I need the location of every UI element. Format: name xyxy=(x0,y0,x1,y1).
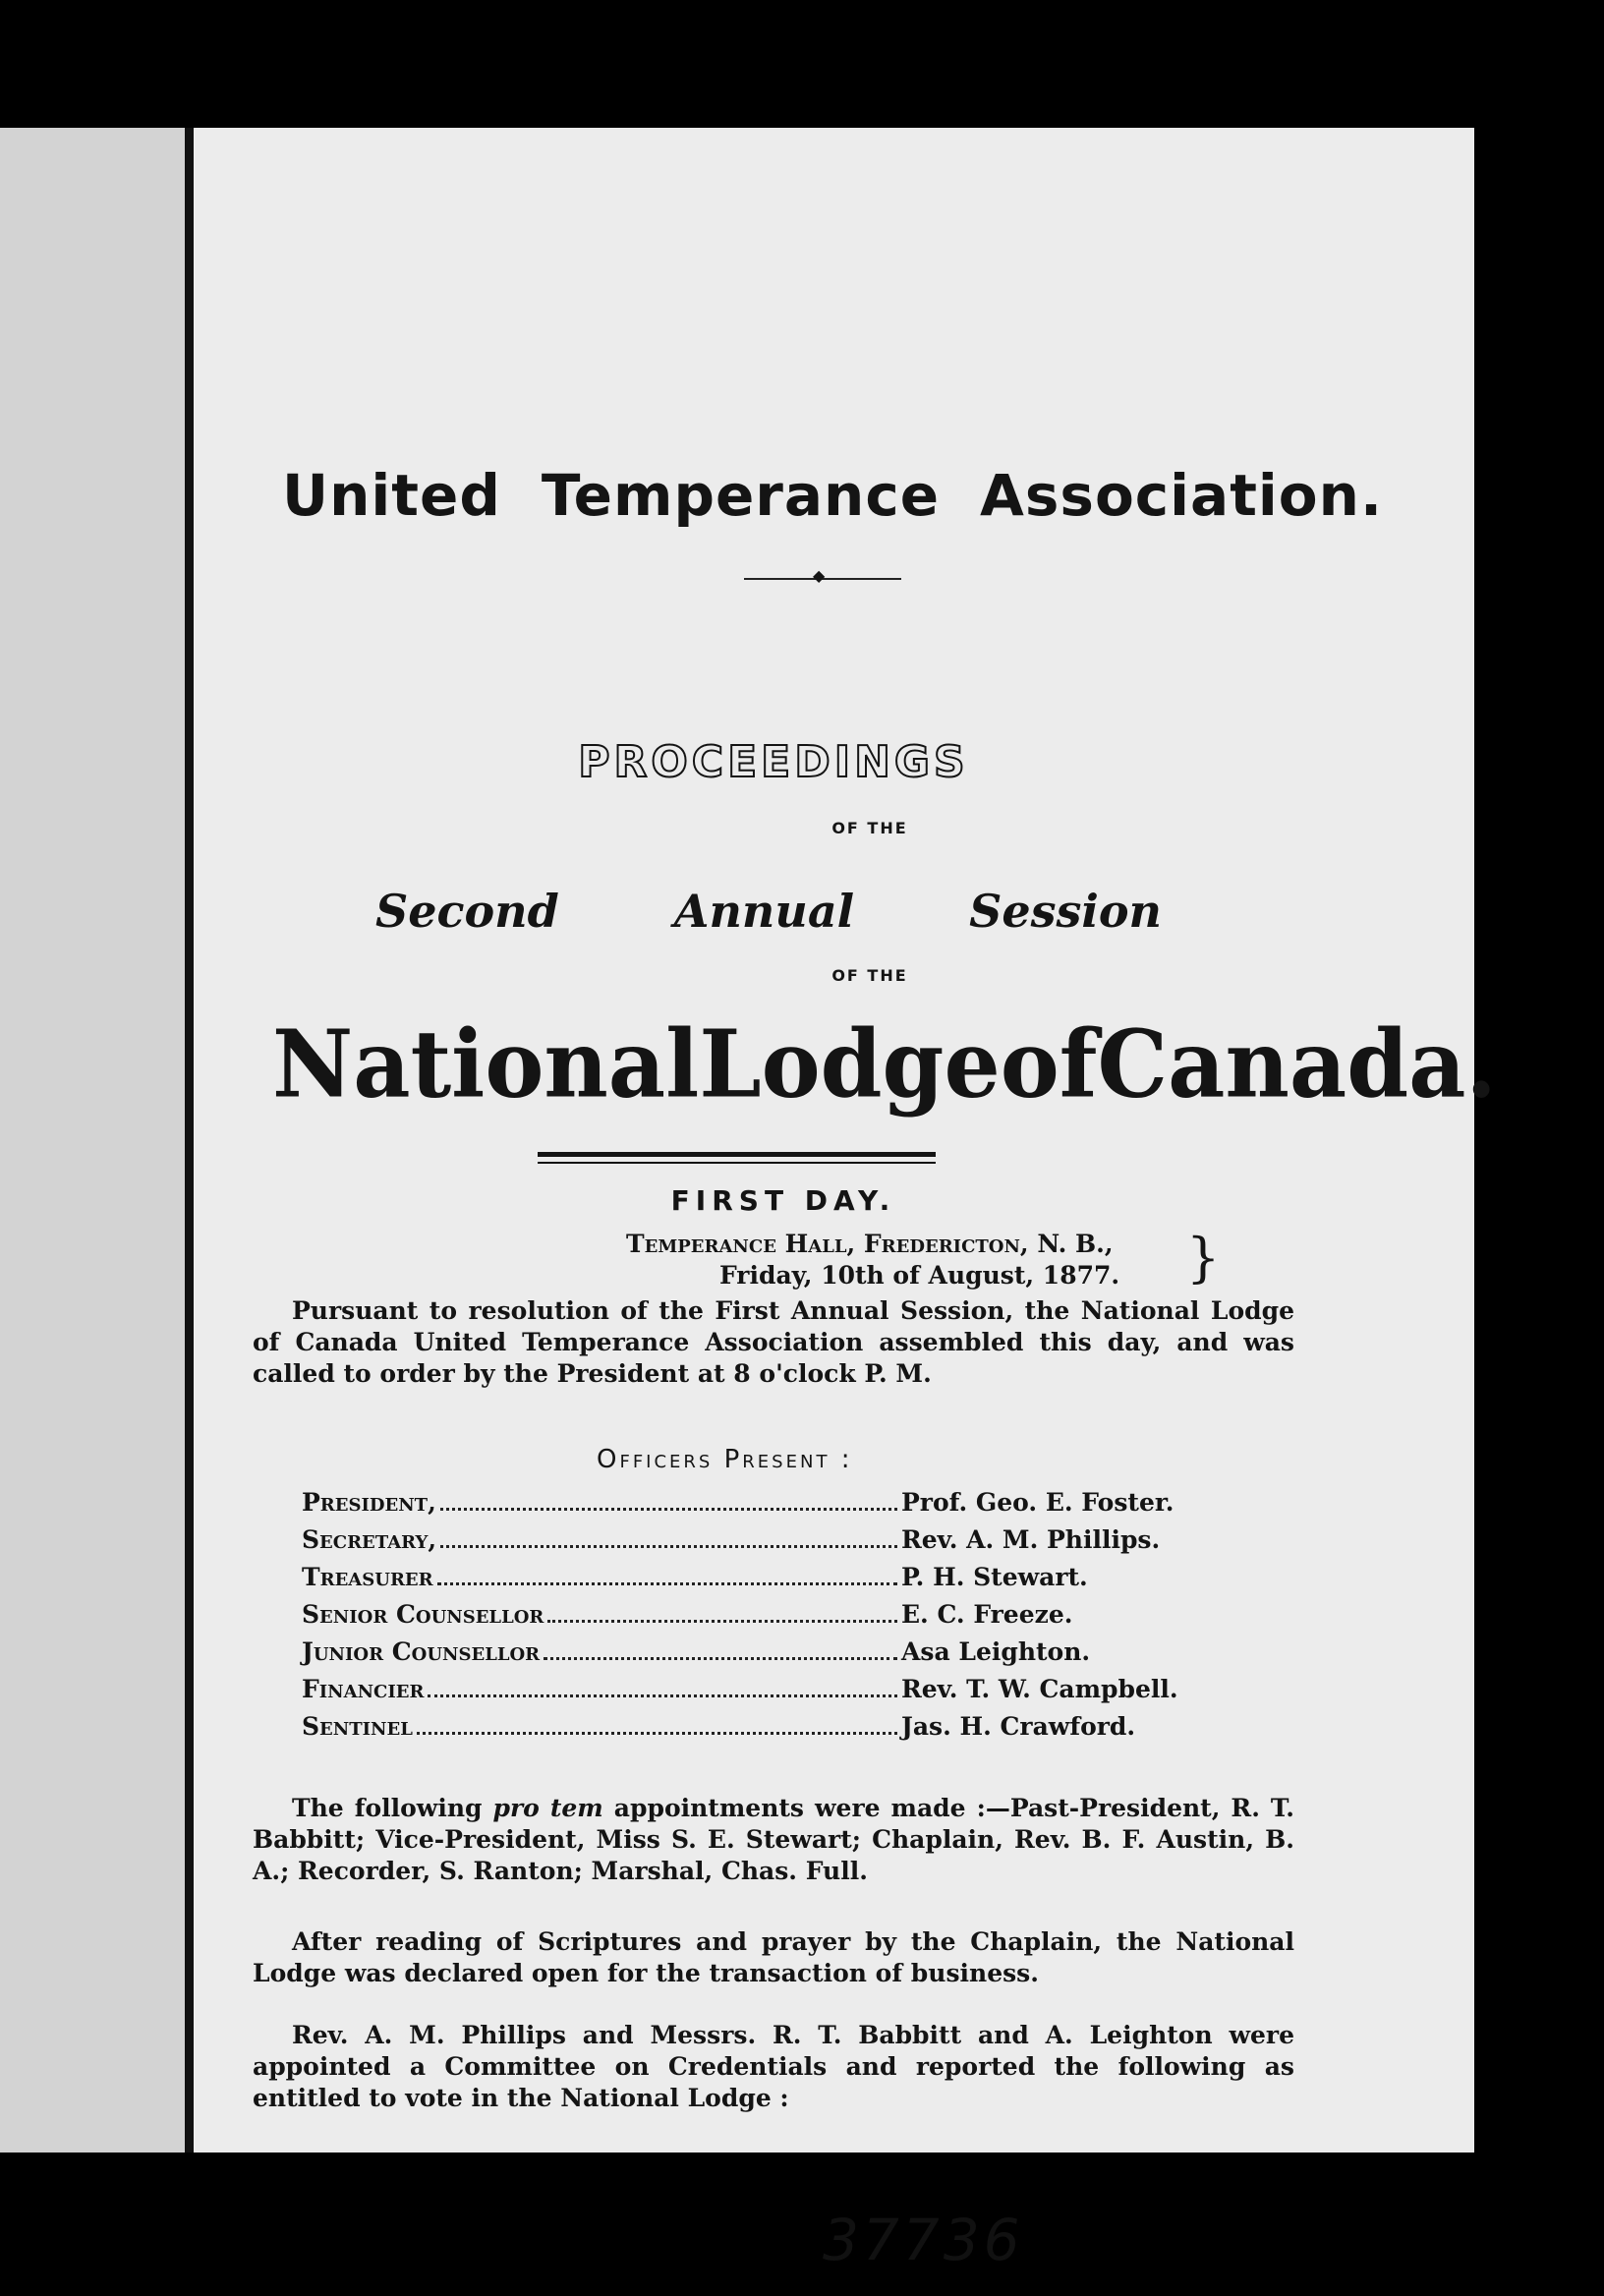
meeting-date: Friday, 10th of August, 1877. xyxy=(719,1261,1120,1290)
association-title xyxy=(282,462,1383,529)
lodge-heading xyxy=(272,1009,1497,1119)
dot-leader xyxy=(544,1657,897,1660)
officer-row xyxy=(302,1637,1206,1675)
officer-row xyxy=(302,1563,1206,1600)
dot-leader xyxy=(428,1694,897,1697)
officer-name: Rev. A. M. Phillips. xyxy=(901,1525,1161,1554)
officer-name: Asa Leighton. xyxy=(901,1637,1091,1666)
paragraph-credentials: Rev. A. M. Phillips and Messrs. R. T. Babbitt and A. Leighton were appointed a Committee on Credentials and reported the following as entitled to vote in the National Lodge : xyxy=(253,2021,1294,2112)
lodge-word: of xyxy=(1000,1009,1098,1119)
paragraph-appointments xyxy=(253,1793,1294,1887)
officer-name: P. H. Stewart. xyxy=(901,1563,1088,1591)
officer-title: Sentinel xyxy=(302,1712,413,1741)
paragraph-opening: After reading of Scriptures and prayer by the Chaplain, the National Lodge was declared open for the transaction of business. xyxy=(253,1927,1294,1987)
handwritten-annotation: 37736 xyxy=(823,2207,1024,2273)
facing-page-edge xyxy=(0,128,187,2152)
officers-heading: Officers Present : xyxy=(597,1445,853,1474)
session-heading xyxy=(375,885,1162,938)
appointments-list: appointments were made :—Past-President, R. T. Babbitt; Vice-President, Miss S. E. Stewart; Chaplain, Rev. B. F. Austin, B. A.; Recorder, S. Ranton; Marshal, Chas. Full. xyxy=(253,1794,1295,1885)
officer-title: Secretary, xyxy=(302,1525,437,1554)
dot-leader xyxy=(417,1732,897,1735)
appointments-lead: The following xyxy=(292,1794,493,1822)
officer-title: Senior Counsellor xyxy=(302,1600,544,1629)
lodge-word: Canada. xyxy=(1097,1009,1497,1119)
title-word: Association. xyxy=(980,462,1383,529)
officer-name: Prof. Geo. E. Foster. xyxy=(901,1488,1174,1517)
officer-title: Treasurer xyxy=(302,1563,433,1591)
day-heading: FIRST DAY. xyxy=(670,1184,896,1217)
pro-tem-italic: pro tem xyxy=(492,1794,603,1822)
title-word: United xyxy=(282,462,501,529)
document-page xyxy=(194,128,1497,2273)
officer-title: Junior Counsellor xyxy=(302,1637,541,1666)
officer-title: President, xyxy=(302,1488,436,1517)
paragraph-resolution: Pursuant to resolution of the First Annual Session, the National Lodge of Canada United Temperance Association assembled this day, and was called to order by the President at 8 o'clock P. M. xyxy=(253,1296,1294,1388)
officer-row xyxy=(302,1675,1206,1712)
lodge-word: Lodge xyxy=(699,1009,1001,1119)
place-date-block xyxy=(626,1229,1393,1292)
heading-rule-thin xyxy=(538,1162,936,1164)
title-word: Temperance xyxy=(541,462,941,529)
book-spine xyxy=(185,128,194,2152)
officer-name: Jas. H. Crawford. xyxy=(901,1712,1136,1741)
dot-leader xyxy=(547,1620,897,1623)
officers-list xyxy=(302,1488,1206,1750)
lodge-word: National xyxy=(272,1009,700,1119)
of-the-label: OF THE xyxy=(831,966,908,985)
scan-frame xyxy=(0,128,1497,2273)
heading-rule xyxy=(538,1152,936,1157)
session-word: Session xyxy=(969,885,1162,938)
officer-row xyxy=(302,1525,1206,1563)
officer-row xyxy=(302,1600,1206,1637)
officer-name: Rev. T. W. Campbell. xyxy=(901,1675,1178,1703)
dot-leader xyxy=(437,1582,897,1585)
proceedings-heading: PROCEEDINGS xyxy=(578,737,969,787)
meeting-place: Temperance Hall, Fredericton, N. B., xyxy=(626,1230,1114,1258)
of-the-label: OF THE xyxy=(831,819,908,837)
session-word: Annual xyxy=(673,885,855,938)
officer-row xyxy=(302,1488,1206,1525)
officer-title: Financier xyxy=(302,1675,425,1703)
ornament-divider xyxy=(744,578,901,584)
dot-leader xyxy=(440,1545,897,1548)
brace-glyph: } xyxy=(1186,1227,1221,1289)
session-word: Second xyxy=(375,885,559,938)
officer-name: E. C. Freeze. xyxy=(901,1600,1073,1629)
dot-leader xyxy=(440,1508,897,1511)
officer-row xyxy=(302,1712,1206,1750)
